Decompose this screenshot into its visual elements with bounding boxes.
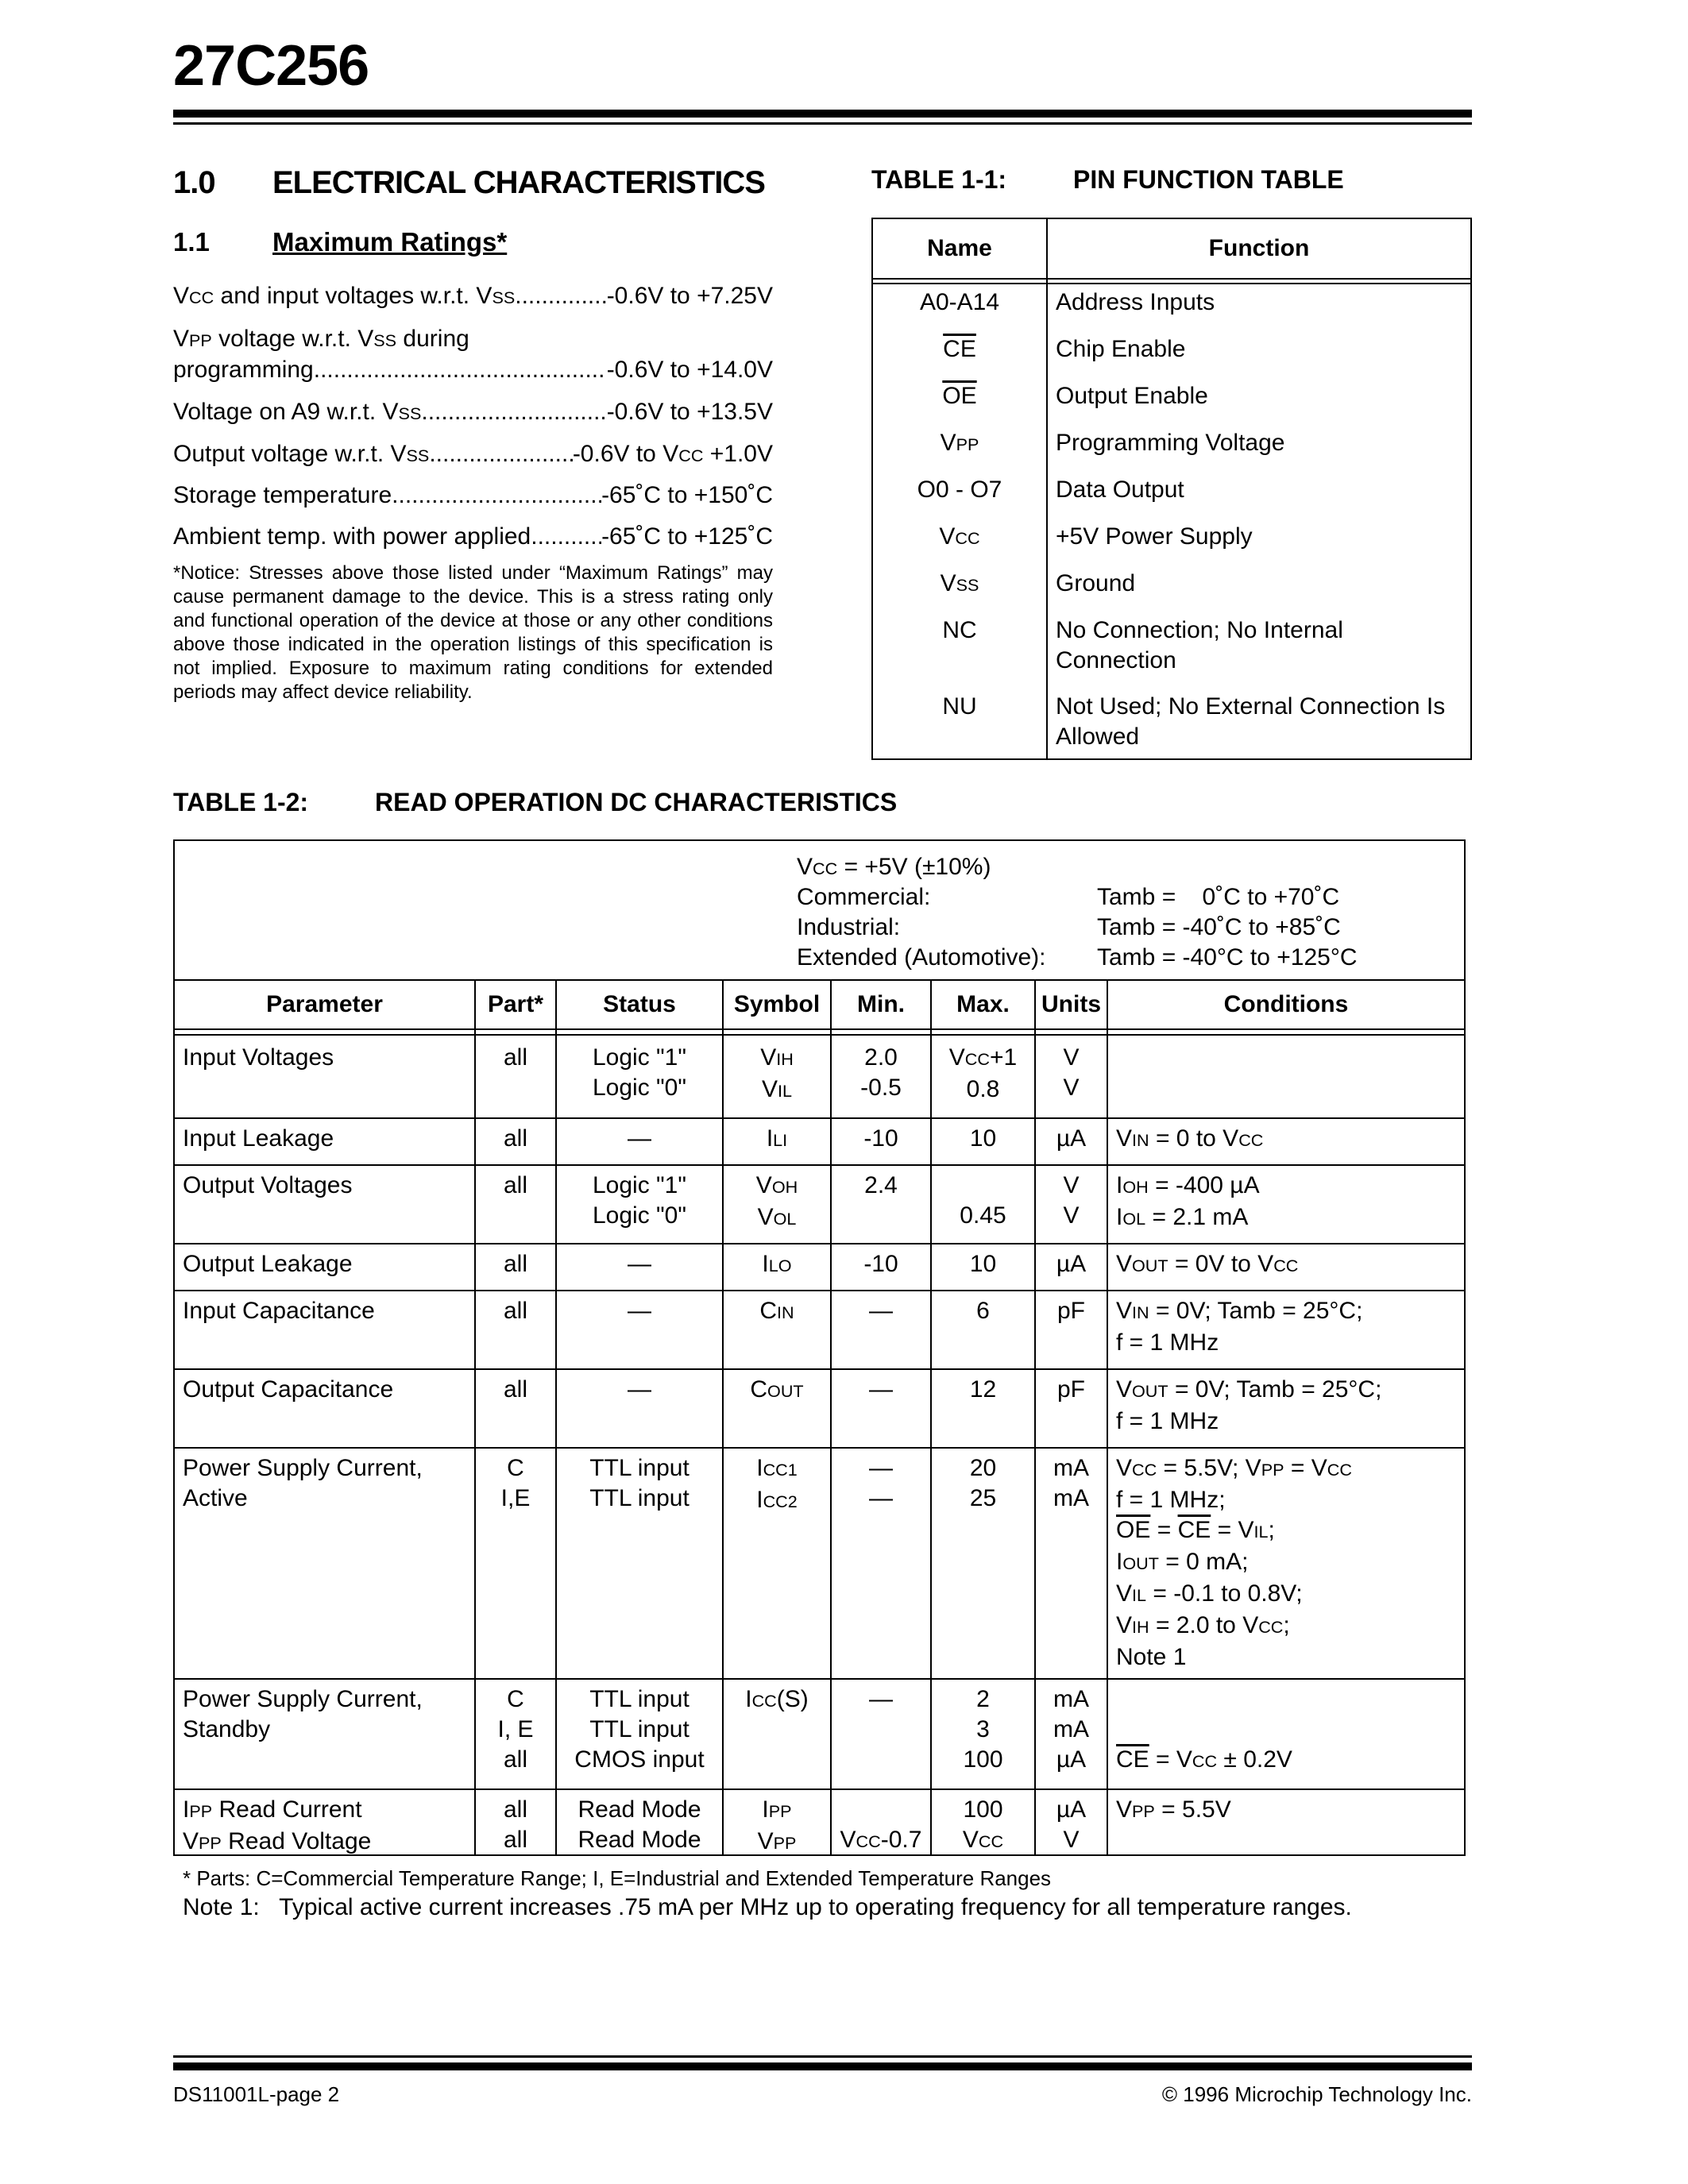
rating-output-voltage: Output voltage w.r.t. VSS ..... -0.6V to VCC +1.0V: [173, 441, 773, 468]
table-1-1-caption: TABLE 1-1: PIN FUNCTION TABLE: [871, 165, 1344, 194]
dc-characteristics-table: VCC = +5V (±10%) Commercial: Tamb = 0˚C to +70˚C Industrial: Tamb = -40˚C to +85˚C Extended (Automotive): Tamb = -40°C to +125°C Parameter Part* Status Symbol Min. Max. Units Conditions Input Voltages all Logic "1" Logic "0" VIH VIL 2.0 -0.5 VCC+1 0.8 V V Input Leakage all — ILI -10 10 µA VIN = 0 to VCC Output Voltages all Logic "1" Logic "0" VOH VOL 2.4 0.45 V V IOH = -400 µA IOL = 2.1 mA Output Leakage all — ILO -10 10 µA VOUT = 0V to VCC Input Capacitance all — CIN — 6 pF VIN = 0V; Tamb = 25°C; f = 1 MHz Output Capacitance all — COUT — 12 pF VOUT = 0V; Tamb = 25°C; f = 1 MHz Power Supply Current, Active C I,E TTL input TTL input ICC1 ICC2 — — 20 25 mA mA VCC = 5.5V; VPP = VCC f = 1 MHz; $\overline{OE} = \overline{CE}$ = VIL; IOUT = 0 mA; VIL = -0.1 to 0.8V; VIH = 2.0 to VCC; Note 1 Power Supply Current, Standby C I, E all TTL input TTL input CMOS input ICC(S) — 2 3 100 mA mA µA $\overline{CE}$ = VCC ± 0.2V IPP Read Current VPP Read Voltage all all Read Mode Read Mode IPP VPP VCC-0.7 100 VCC µA V VPP = 5.5V: [173, 839, 1466, 1856]
col-symbol: Symbol: [733, 991, 821, 1017]
operating-conditions: VCC = +5V (±10%) Commercial: Tamb = 0˚C to +70˚C Industrial: Tamb = -40˚C to +85˚C Extended (Automotive): Tamb = -40°C to +125°C: [797, 854, 1358, 970]
col-conditions: Conditions: [1223, 991, 1349, 1017]
footer-rule: [173, 2062, 1472, 2070]
subsection-heading: [173, 227, 507, 257]
pin-header-name: Name: [927, 235, 992, 261]
pin-header-function: Function: [1208, 235, 1310, 261]
footnote-parts: * Parts: C=Commercial Temperature Range; I, E=Industrial and Extended Temperature Ranges: [183, 1866, 1052, 1890]
col-parameter: Parameter: [266, 991, 383, 1017]
footer-rule-thin: [173, 2055, 1472, 2058]
col-max: Max.: [956, 991, 1010, 1017]
section-number: 1.0: [173, 165, 215, 200]
document-title: 27C256: [173, 34, 369, 98]
notice-text: *Notice: Stresses above those listed under “Maximum Ratings” may cause permanent damage to the device. This is a stress rating only and functional operation of the device at those or any other conditions above those indicated in the operation listings of this specification is not implied. Exposure to maximum rating conditions for extended periods may affect device reliability.: [173, 562, 773, 703]
header-rule-thin: [173, 122, 1472, 125]
rating-storage-temp: Storage temperature ..... -65˚C to +150˚C: [173, 482, 773, 509]
copyright: © 1996 Microchip Technology Inc.: [1161, 2082, 1472, 2106]
rating-a9: Voltage on A9 w.r.t. VSS ..... -0.6V to +13.5V: [173, 399, 773, 426]
rating-vpp: programming ..... -0.6V to +14.0V: [173, 357, 773, 384]
rating-ambient-temp: Ambient temp. with power applied ..... -65˚C to +125˚C: [173, 523, 773, 550]
col-min: Min.: [857, 991, 905, 1017]
col-part: Part*: [487, 991, 544, 1017]
rating-vcc: VCC and input voltages w.r.t. VSS ..... -0.6V to +7.25V: [173, 283, 773, 310]
section-heading: [173, 165, 765, 201]
section-title: ELECTRICAL CHARACTERISTICS: [272, 165, 765, 200]
header-rule: [173, 110, 1472, 118]
table-1-2-caption: TABLE 1-2: READ OPERATION DC CHARACTERISTICS: [173, 788, 898, 816]
pin-function-table: Name Function A0-A14 Address Inputs $\overline{CE}$ Chip Enable $\overline{OE}$ Output Enable VPP Programming Voltage O0 - O7 Data Output VCC +5V Power Supply VSS Ground NC No Connection; No Internal Connection NU Not Used; No External Connection Is Allowed: [871, 218, 1472, 760]
subsection-title: Maximum Ratings*: [272, 227, 508, 257]
subsection-number: 1.1: [173, 227, 210, 257]
rating-vpp-line1: VPP voltage w.r.t. VSS during: [173, 326, 469, 352]
col-units: Units: [1041, 991, 1101, 1017]
page-number: DS11001L-page 2: [173, 2082, 340, 2106]
col-status: Status: [603, 991, 676, 1017]
footnote-note1: Note 1: Typical active current increases .75 mA per MHz up to operating frequency for all temperature ranges.: [183, 1894, 1352, 1920]
